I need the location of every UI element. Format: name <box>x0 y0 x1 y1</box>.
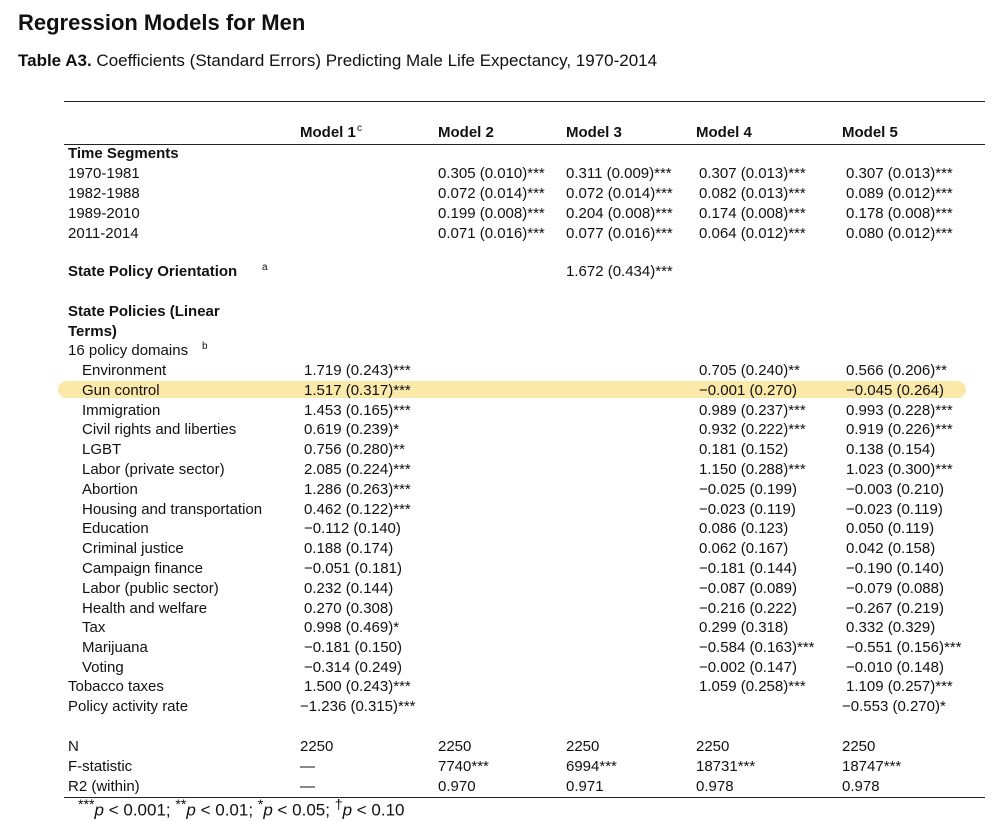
cell-m2: 0.071 (0.016)*** <box>438 225 545 242</box>
cell-m4: 0.181 (0.152) <box>699 441 789 459</box>
section-state-policies <box>0 302 1001 322</box>
significance-footnote <box>78 797 405 821</box>
table-row <box>0 204 1001 224</box>
table-row <box>0 599 1001 619</box>
cell-m5: 0.566 (0.206)** <box>846 362 947 379</box>
table-row <box>0 401 1001 421</box>
table-label: Table A3. <box>18 51 92 70</box>
cell-m5: 2250 <box>842 738 876 755</box>
cell-m4: 0.082 (0.013)*** <box>699 185 806 202</box>
row-label: Criminal justice <box>82 540 184 558</box>
cell-m4: −0.023 (0.119) <box>699 500 796 518</box>
cell-m5: −0.553 (0.270)* <box>842 698 946 715</box>
row-label: Campaign finance <box>82 560 203 577</box>
footnote-stars-3: *** <box>78 797 95 813</box>
subsection-heading: 16 policy domains <box>68 342 189 359</box>
cell-m3: 0.971 <box>566 778 604 795</box>
table-row <box>0 460 1001 480</box>
cell-m3: 6994*** <box>566 758 617 775</box>
cell-m2: 0.072 (0.014)*** <box>438 185 545 202</box>
row-label: Immigration <box>82 401 161 419</box>
subsection-policy-domains <box>0 341 1001 361</box>
row-label: Abortion <box>82 480 138 498</box>
cell-m3: 0.077 (0.016)*** <box>566 225 673 242</box>
row-label: Education <box>82 520 149 538</box>
cell-m5: 0.178 (0.008)*** <box>846 205 953 222</box>
row-label: Health and welfare <box>82 599 208 617</box>
table-row <box>0 579 1001 599</box>
cell-m5: 0.042 (0.158) <box>846 540 936 558</box>
row-label: Policy activity rate <box>68 698 189 715</box>
table-row <box>0 361 1001 381</box>
cell-m5: 0.307 (0.013)*** <box>846 165 953 182</box>
table-row <box>0 677 1001 697</box>
cell-m4: −0.087 (0.089) <box>699 579 797 597</box>
footnote-threshold: < 0.001; <box>104 800 176 820</box>
column-header-model-1: Model 1 <box>300 124 356 141</box>
cell-m1: 1.500 (0.243)*** <box>304 678 411 695</box>
footnote-threshold: < 0.01; <box>195 800 258 820</box>
cell-m5: 0.138 (0.154) <box>846 441 936 459</box>
footnote-p: p <box>263 800 273 820</box>
cell-m2: 0.970 <box>438 778 476 795</box>
cell-m1: — <box>300 758 315 775</box>
row-label: Tax <box>82 619 106 637</box>
cell-m5: 0.919 (0.226)*** <box>846 421 953 439</box>
cell-m5: 0.978 <box>842 778 880 795</box>
table-row <box>0 164 1001 184</box>
row-label: Labor (public sector) <box>82 579 219 597</box>
section-state-policies-cont <box>0 322 1001 342</box>
cell-m1: 0.462 (0.122)*** <box>304 500 411 518</box>
row-label: N <box>68 738 79 755</box>
cell-m2: 2250 <box>438 738 472 755</box>
cell-m1: 1.719 (0.243)*** <box>304 362 411 379</box>
cell-m4: 2250 <box>696 738 730 755</box>
cell-m5: 0.080 (0.012)*** <box>846 225 953 242</box>
row-label: Marijuana <box>82 639 148 657</box>
cell-m5: −0.045 (0.264) <box>846 381 944 399</box>
footnote-mark: a <box>262 262 268 273</box>
cell-m4: 18731*** <box>696 758 756 775</box>
cell-m1: 0.270 (0.308) <box>304 599 394 617</box>
column-header-model-2: Model 2 <box>438 124 494 141</box>
row-label: Housing and transportation <box>82 500 263 518</box>
cell-m1: — <box>300 778 315 795</box>
stats-row <box>0 777 1001 797</box>
footnote-stars-1: * <box>257 797 264 813</box>
cell-m1: 1.453 (0.165)*** <box>304 401 411 419</box>
footnote-mark: b <box>202 341 208 352</box>
cell-m4: 0.932 (0.222)*** <box>699 421 806 439</box>
section-time-segments <box>0 144 1001 164</box>
cell-m3: 1.672 (0.434)*** <box>566 263 673 280</box>
cell-m4: 0.062 (0.167) <box>699 540 789 558</box>
row-label: Voting <box>82 659 124 676</box>
cell-m1: −0.051 (0.181) <box>304 560 402 577</box>
cell-m1: −0.314 (0.249) <box>304 659 402 676</box>
cell-m4: 0.086 (0.123) <box>699 520 789 538</box>
cell-m1: 2.085 (0.224)*** <box>304 461 411 478</box>
footnote-stars-2: ** <box>175 797 187 813</box>
table-row <box>0 658 1001 678</box>
cell-m3: 0.072 (0.014)*** <box>566 185 673 202</box>
cell-m4: 0.174 (0.008)*** <box>699 205 806 222</box>
footnote-dagger: † <box>334 797 343 813</box>
cell-m4: 0.705 (0.240)** <box>699 362 800 379</box>
row-label: Tobacco taxes <box>68 678 164 695</box>
column-header-row <box>0 123 1001 143</box>
row-label: 1970-1981 <box>68 165 140 182</box>
row-label: 1989-2010 <box>68 205 140 222</box>
cell-m4: 0.978 <box>696 778 734 795</box>
cell-m1: 2250 <box>300 738 334 755</box>
column-header-model-3: Model 3 <box>566 124 622 141</box>
cell-m4: −0.216 (0.222) <box>699 599 797 617</box>
cell-m5: 1.109 (0.257)*** <box>846 678 953 695</box>
table-row <box>0 519 1001 539</box>
row-label: Labor (private sector) <box>82 461 225 478</box>
row-label: F-statistic <box>68 758 133 775</box>
cell-m1: 0.619 (0.239)* <box>304 421 400 439</box>
cell-m4: −0.001 (0.270) <box>699 381 797 399</box>
cell-m5: −0.023 (0.119) <box>846 500 943 518</box>
stats-row <box>0 737 1001 757</box>
cell-m5: −0.003 (0.210) <box>846 480 944 498</box>
cell-m1: 1.286 (0.263)*** <box>304 480 411 498</box>
table-row <box>0 618 1001 638</box>
cell-m1: 0.232 (0.144) <box>304 579 394 597</box>
cell-m1: −0.181 (0.150) <box>304 639 402 657</box>
table-row <box>0 697 1001 717</box>
cell-m5: 0.050 (0.119) <box>846 520 935 538</box>
cell-m5: −0.190 (0.140) <box>846 560 944 577</box>
table-row <box>0 224 1001 244</box>
cell-m5: 18747*** <box>842 758 902 775</box>
cell-m3: 0.311 (0.009)*** <box>566 165 672 182</box>
cell-m5: 0.089 (0.012)*** <box>846 185 953 202</box>
row-label: R2 (within) <box>68 778 140 795</box>
section-heading: State Policy Orientation <box>68 263 238 280</box>
top-rule <box>64 101 985 102</box>
footnote-p: p <box>94 800 104 820</box>
cell-m4: 0.307 (0.013)*** <box>699 165 806 182</box>
row-label: 1982-1988 <box>68 185 140 202</box>
section-state-policy-orientation <box>0 262 1001 282</box>
section-heading: Terms) <box>68 323 117 340</box>
cell-m5: −0.010 (0.148) <box>846 659 944 676</box>
table-row <box>0 440 1001 460</box>
cell-m5: −0.079 (0.088) <box>846 579 944 597</box>
table-row <box>0 381 1001 401</box>
cell-m5: 1.023 (0.300)*** <box>846 461 953 478</box>
cell-m4: 0.299 (0.318) <box>699 619 789 637</box>
cell-m3: 0.204 (0.008)*** <box>566 205 673 222</box>
column-header-model-5: Model 5 <box>842 124 898 141</box>
table-row <box>0 559 1001 579</box>
cell-m4: −0.025 (0.199) <box>699 480 797 498</box>
table-row <box>0 420 1001 440</box>
cell-m5: −0.551 (0.156)*** <box>846 639 962 657</box>
table-row <box>0 638 1001 658</box>
section-heading: State Policies (Linear <box>68 303 220 320</box>
table-caption-text: Coefficients (Standard Errors) Predicting Male Life Expectancy, 1970-2014 <box>96 51 658 70</box>
cell-m4: −0.181 (0.144) <box>699 560 797 577</box>
cell-m5: −0.267 (0.219) <box>846 599 944 617</box>
cell-m5: 0.993 (0.228)*** <box>846 401 953 419</box>
footnote-p: p <box>186 800 196 820</box>
cell-m1: 0.188 (0.174) <box>304 540 394 558</box>
footnote-threshold: < 0.05; <box>272 800 335 820</box>
cell-m1: −1.236 (0.315)*** <box>300 698 416 715</box>
stats-row <box>0 757 1001 777</box>
table-row <box>0 480 1001 500</box>
column-footnote-mark: c <box>357 123 362 134</box>
cell-m2: 7740*** <box>438 758 489 775</box>
cell-m4: −0.584 (0.163)*** <box>699 639 815 657</box>
column-header-model-4: Model 4 <box>696 124 752 141</box>
section-heading: Time Segments <box>68 145 179 162</box>
row-label: Gun control <box>82 381 160 399</box>
page-title: Regression Models for Men <box>18 10 306 35</box>
table-row <box>0 184 1001 204</box>
cell-m4: −0.002 (0.147) <box>699 659 797 676</box>
cell-m1: 0.998 (0.469)* <box>304 619 400 637</box>
cell-m1: 1.517 (0.317)*** <box>304 381 411 399</box>
cell-m2: 0.305 (0.010)*** <box>438 165 545 182</box>
row-label: LGBT <box>82 441 122 459</box>
table-caption <box>18 51 657 71</box>
cell-m3: 2250 <box>566 738 600 755</box>
cell-m4: 0.064 (0.012)*** <box>699 225 806 242</box>
cell-m5: 0.332 (0.329) <box>846 619 936 637</box>
cell-m1: 0.756 (0.280)** <box>304 441 405 459</box>
cell-m4: 1.150 (0.288)*** <box>699 461 806 478</box>
cell-m1: −0.112 (0.140) <box>304 520 401 538</box>
table-row <box>0 539 1001 559</box>
table-row <box>0 500 1001 520</box>
row-label: Environment <box>82 362 167 379</box>
cell-m4: 1.059 (0.258)*** <box>699 678 806 695</box>
footnote-p: p <box>342 800 353 820</box>
cell-m4: 0.989 (0.237)*** <box>699 401 806 419</box>
row-label: Civil rights and liberties <box>82 421 237 439</box>
footnote-threshold: < 0.10 <box>352 800 405 820</box>
row-label: 2011-2014 <box>68 225 139 242</box>
cell-m2: 0.199 (0.008)*** <box>438 205 545 222</box>
